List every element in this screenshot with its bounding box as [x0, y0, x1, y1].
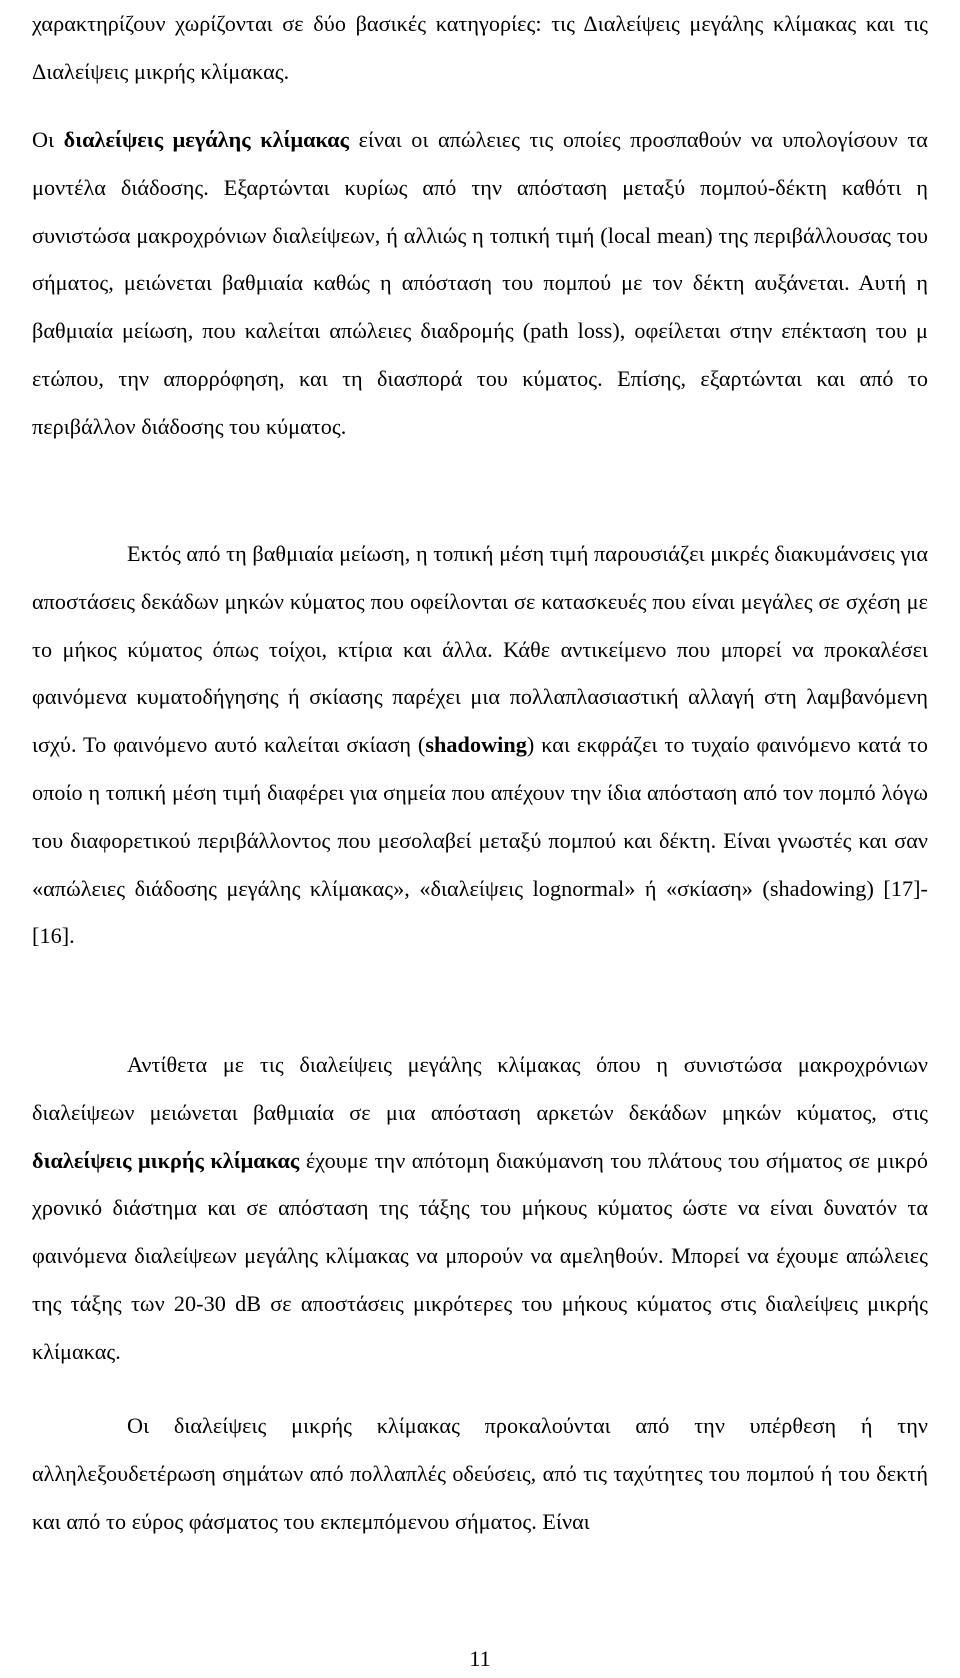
paragraph-text: ) και εκφράζει το τυχαίο φαινόμενο κατά το οποίο η τοπική μέση τιμή διαφέρει για σημεία που απέχουν την ίδια απόσταση από τον πομπό λόγω του διαφορετικού περιβάλλοντος που μεσολαβεί μεταξύ πομπού και δέκτη. Είναι γνωστές και σαν «απώλειες διάδοσης μεγάλης κλίμακας», «διαλείψεις lognormal» ή «σκίαση» (shadowing) [17]-[16]. — [32, 732, 928, 949]
paragraph-text: Οι διαλείψεις μικρής κλίμακας προκαλούνται από την υπέρθεση ή την αλληλεξουδετέρωση σημάτων από πολλαπλές οδεύσεις, από τις ταχύτητες του πομπού ή του δεκτή και από το εύρος φάσματος του εκπεμπόμενου σήματος. Είναι — [32, 1413, 928, 1534]
paragraph-text: Αντίθετα με τις διαλείψεις μεγάλης κλίμακας όπου η συνιστώσα μακροχρόνιων διαλείψεων μειώνεται βαθμιαία σε μια απόσταση αρκετών δεκάδων μηκών κύματος, στις — [32, 1052, 928, 1125]
paragraph-large-scale-fading — [32, 116, 928, 451]
paragraph-text: Οι — [32, 127, 64, 152]
paragraph-text: έχουμε την απότομη διακύμανση του πλάτους του σήματος σε μικρό χρονικό διάστημα και σε απόσταση της τάξης του μήκους κύματος ώστε να είναι δυνατόν τα φαινόμενα διαλείψεων μεγάλης κλίμακας να μπορούν να αμεληθούν. Μπορεί να έχουμε απώλειες της τάξης των 20-30 dB σε αποστάσεις μικρότερες του μήκους κύματος στις διαλείψεις μικρής κλίμακας. — [32, 1147, 928, 1364]
bold-term-small-scale-fading: διαλείψεις μικρής κλίμακας — [32, 1147, 300, 1173]
paragraph-small-scale-causes — [32, 1402, 928, 1545]
paragraph-small-scale-fading — [32, 1041, 928, 1376]
paragraph-text: είναι οι απώλειες τις οποίες προσπαθούν να υπολογίσουν τα μοντέλα διάδοσης. Εξαρτώνται κυρίως από την απόσταση μεταξύ πομπού-δέκτη καθότι η συνιστώσα μακροχρόνιων διαλείψεων, ή αλλιώς η τοπική τιμή (local mean) της περιβάλλουσας του σήματος, μειώνεται βαθμιαία καθώς η απόσταση του πομπού με τον δέκτη αυξάνεται. Αυτή η βαθμιαία μείωση, που καλείται απώλειες διαδρομής (path loss), οφείλεται στην επέκταση του μ ετώπου, την απορρόφηση, και τη διασπορά του κύματος. Επίσης, εξαρτώνται και από το περιβάλλον διάδοσης του κύματος. — [32, 127, 928, 439]
paragraph-fading-categories — [32, 0, 928, 96]
page-number: 11 — [469, 1646, 491, 1671]
bold-term-large-scale-fading: διαλείψεις μεγάλης κλίμακας — [63, 127, 350, 152]
bold-term-shadowing: shadowing — [425, 732, 527, 758]
paragraph-text: Εκτός από τη βαθμιαία μείωση, η τοπική μέση τιμή παρουσιάζει μικρές διακυμάνσεις για αποστάσεις δεκάδων μηκών κύματος που οφείλονται σε κατασκευές που είναι μεγάλες σε σχέση με το μήκος κύματος όπως τοίχοι, κτίρια και άλλα. Κάθε αντικείμενο που μπορεί να προκαλέσει φαινόμενα κυματοδήγησης ή σκίασης παρέχει μια πολλαπλασιαστική αλλαγή στη λαμβανόμενη ισχύ. Το φαινόμενο αυτό καλείται σκίαση ( — [32, 541, 928, 758]
paragraph-text: χαρακτηρίζουν χωρίζονται σε δύο βασικές κατηγορίες: τις Διαλείψεις μεγάλης κλίμακας και τις Διαλείψεις μικρής κλίμακας. — [32, 11, 928, 84]
paragraph-shadowing — [32, 530, 928, 960]
